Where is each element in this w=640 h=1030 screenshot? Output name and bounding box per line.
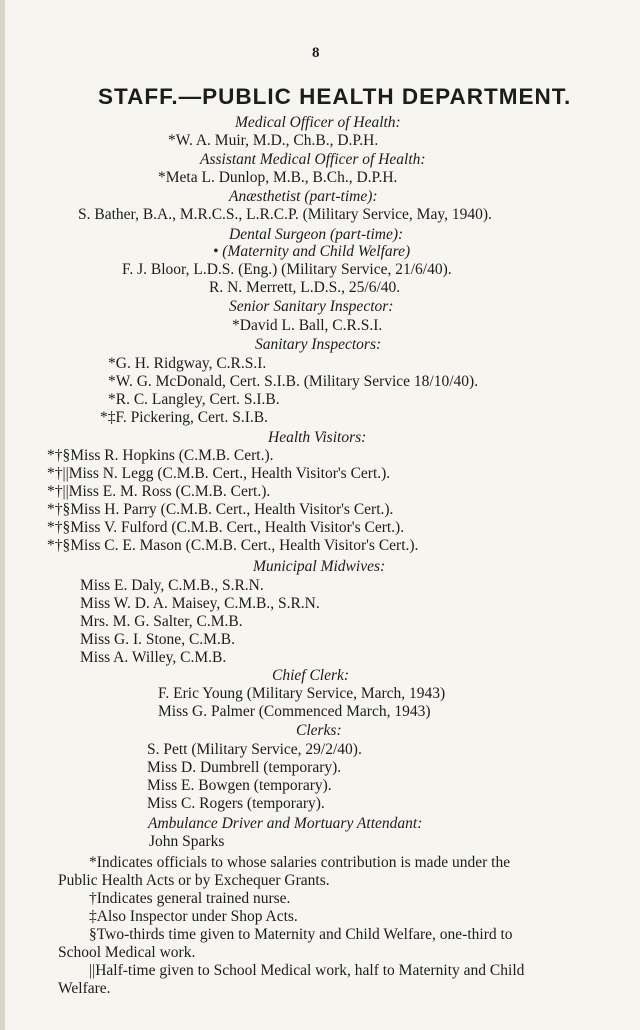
- text-line: *†§Miss V. Fulford (C.M.B. Cert., Health Visitor's Cert.).: [47, 519, 405, 536]
- section-label: Municipal Midwives:: [253, 558, 386, 575]
- text-line: Mrs. M. G. Salter, C.M.B.: [80, 613, 243, 630]
- text-line: ‡Also Inspector under Shop Acts.: [89, 908, 298, 925]
- text-line: Miss D. Dumbrell (temporary).: [147, 759, 342, 776]
- text-line: *G. H. Ridgway, C.R.S.I.: [108, 355, 267, 372]
- section-label: Assistant Medical Officer of Health:: [200, 151, 426, 168]
- text-line: John Sparks: [149, 833, 225, 850]
- text-line: *W. A. Muir, M.D., Ch.B., D.P.H.: [168, 132, 379, 149]
- text-line: *W. G. McDonald, Cert. S.I.B. (Military Service 18/10/40).: [108, 373, 479, 390]
- text-line: †Indicates general trained nurse.: [89, 890, 291, 907]
- text-line: Miss G. Palmer (Commenced March, 1943): [158, 703, 431, 720]
- section-label: Senior Sanitary Inspector:: [229, 298, 394, 315]
- page-edge-shadow: [0, 0, 5, 1030]
- section-label: Medical Officer of Health:: [235, 114, 401, 131]
- text-line: *Indicates officials to whose salaries contribution is made under the: [89, 854, 511, 871]
- text-line: F. J. Bloor, L.D.S. (Eng.) (Military Service, 21/6/40).: [122, 261, 452, 278]
- page-heading: STAFF.—PUBLIC HEALTH DEPARTMENT.: [98, 84, 572, 109]
- section-label: Dental Surgeon (part-time):: [229, 226, 404, 243]
- text-line: S. Pett (Military Service, 29/2/40).: [147, 741, 362, 758]
- text-line: Miss W. D. A. Maisey, C.M.B., S.R.N.: [80, 595, 320, 612]
- text-line: S. Bather, B.A., M.R.C.S., L.R.C.P. (Military Service, May, 1940).: [78, 206, 492, 223]
- text-line: *†||Miss E. M. Ross (C.M.B. Cert.).: [47, 483, 271, 500]
- text-line: Public Health Acts or by Exchequer Grants.: [58, 872, 330, 889]
- text-line: School Medical work.: [58, 944, 196, 961]
- section-label: Chief Clerk:: [272, 667, 350, 684]
- text-line: *†§Miss H. Parry (C.M.B. Cert., Health Visitor's Cert.).: [47, 501, 394, 518]
- text-line: *R. C. Langley, Cert. S.I.B.: [108, 391, 280, 408]
- text-line: Miss A. Willey, C.M.B.: [80, 649, 227, 666]
- text-line: *David L. Ball, C.R.S.I.: [232, 317, 383, 334]
- text-line: R. N. Merrett, L.D.S., 25/6/40.: [209, 279, 401, 296]
- page-number: 8: [312, 45, 320, 61]
- text-line: ||Half-time given to School Medical work, half to Maternity and Child: [89, 962, 525, 979]
- text-line: Miss G. I. Stone, C.M.B.: [80, 631, 236, 648]
- text-line: *†§Miss C. E. Mason (C.M.B. Cert., Health Visitor's Cert.).: [47, 537, 419, 554]
- section-label: • (Maternity and Child Welfare): [213, 243, 411, 260]
- section-label: Health Visitors:: [268, 429, 367, 446]
- text-line: F. Eric Young (Military Service, March, 1943): [158, 685, 446, 702]
- text-line: Welfare.: [58, 980, 111, 997]
- text-line: *†§Miss R. Hopkins (C.M.B. Cert.).: [47, 447, 274, 464]
- text-line: *Meta L. Dunlop, M.B., B.Ch., D.P.H.: [158, 169, 398, 186]
- section-label: Clerks:: [296, 722, 342, 739]
- text-line: Miss E. Bowgen (temporary).: [147, 777, 332, 794]
- text-line: *†||Miss N. Legg (C.M.B. Cert., Health Visitor's Cert.).: [47, 465, 391, 482]
- text-line: §Two-thirds time given to Maternity and Child Welfare, one-third to: [89, 926, 513, 943]
- text-line: Miss C. Rogers (temporary).: [147, 795, 325, 812]
- text-line: *‡F. Pickering, Cert. S.I.B.: [100, 409, 268, 426]
- section-label: Sanitary Inspectors:: [255, 336, 382, 353]
- section-label: Anæsthetist (part-time):: [229, 188, 378, 205]
- section-label: Ambulance Driver and Mortuary Attendant:: [148, 815, 423, 832]
- text-line: Miss E. Daly, C.M.B., S.R.N.: [80, 577, 264, 594]
